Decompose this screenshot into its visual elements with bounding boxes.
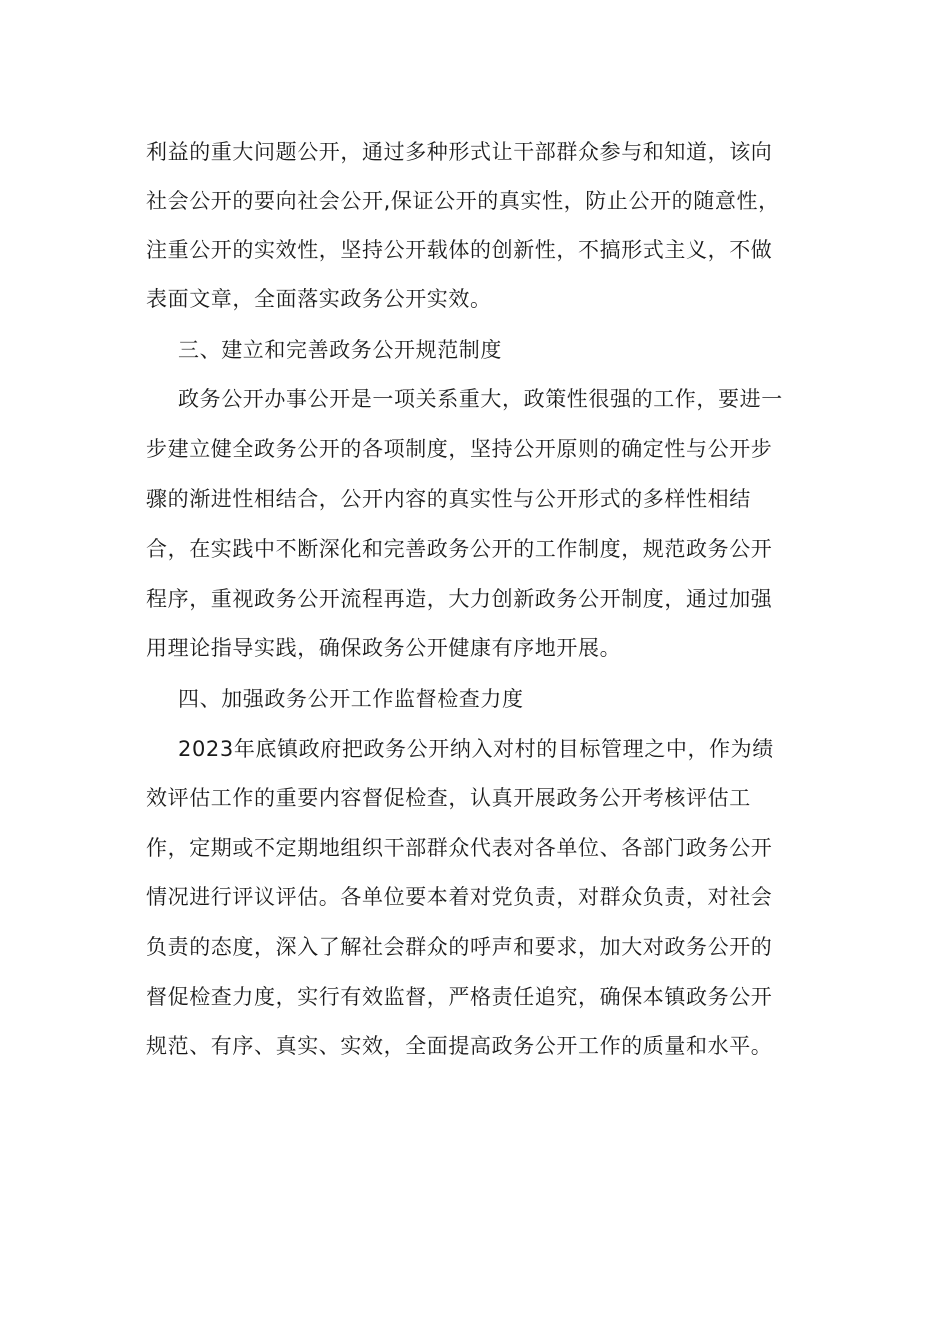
- text-line: 步建立健全政务公开的各项制度，坚持公开原则的确定性与公开步: [146, 437, 773, 461]
- text-line: 用理论指导实践，确保政务公开健康有序地开展。: [146, 636, 622, 660]
- section-heading: 四、加强政务公开工作监督检查力度: [178, 687, 524, 711]
- text-line: 表面文章，全面落实政务公开实效。: [146, 287, 492, 311]
- text-line: 合，在实践中不断深化和完善政务公开的工作制度，规范政务公开: [146, 537, 773, 561]
- text-line: 程序，重视政务公开流程再造，大力创新政务公开制度，通过加强: [146, 587, 773, 611]
- text-line: 政务公开办事公开是一项关系重大，政策性很强的工作，要进一: [178, 387, 783, 411]
- text-line: 规范、有序、真实、实效，全面提高政务公开工作的质量和水平。: [146, 1034, 773, 1058]
- text-line: 督促检查力度，实行有效监督，严格责任追究，确保本镇政务公开: [146, 985, 773, 1009]
- text-line: 社会公开的要向社会公开,保证公开的真实性，防止公开的随意性，: [146, 189, 780, 213]
- text-line: 利益的重大问题公开，通过多种形式让干部群众参与和知道，该向: [146, 140, 773, 164]
- text-line: 2023年底镇政府把政务公开纳入对村的目标管理之中，作为绩: [178, 737, 774, 761]
- text-line: 注重公开的实效性，坚持公开载体的创新性，不搞形式主义，不做: [146, 238, 773, 262]
- text-line: 作，定期或不定期地组织干部群众代表对各单位、各部门政务公开: [146, 836, 773, 860]
- text-line: 情况进行评议评估。各单位要本着对党负责，对群众负责，对社会: [146, 885, 773, 909]
- text-line: 骤的渐进性相结合，公开内容的真实性与公开形式的多样性相结: [146, 487, 751, 511]
- text-line: 负责的态度，深入了解社会群众的呼声和要求，加大对政务公开的: [146, 935, 773, 959]
- text-line: 效评估工作的重要内容督促检查，认真开展政务公开考核评估工: [146, 786, 751, 810]
- section-heading: 三、建立和完善政务公开规范制度: [178, 338, 502, 362]
